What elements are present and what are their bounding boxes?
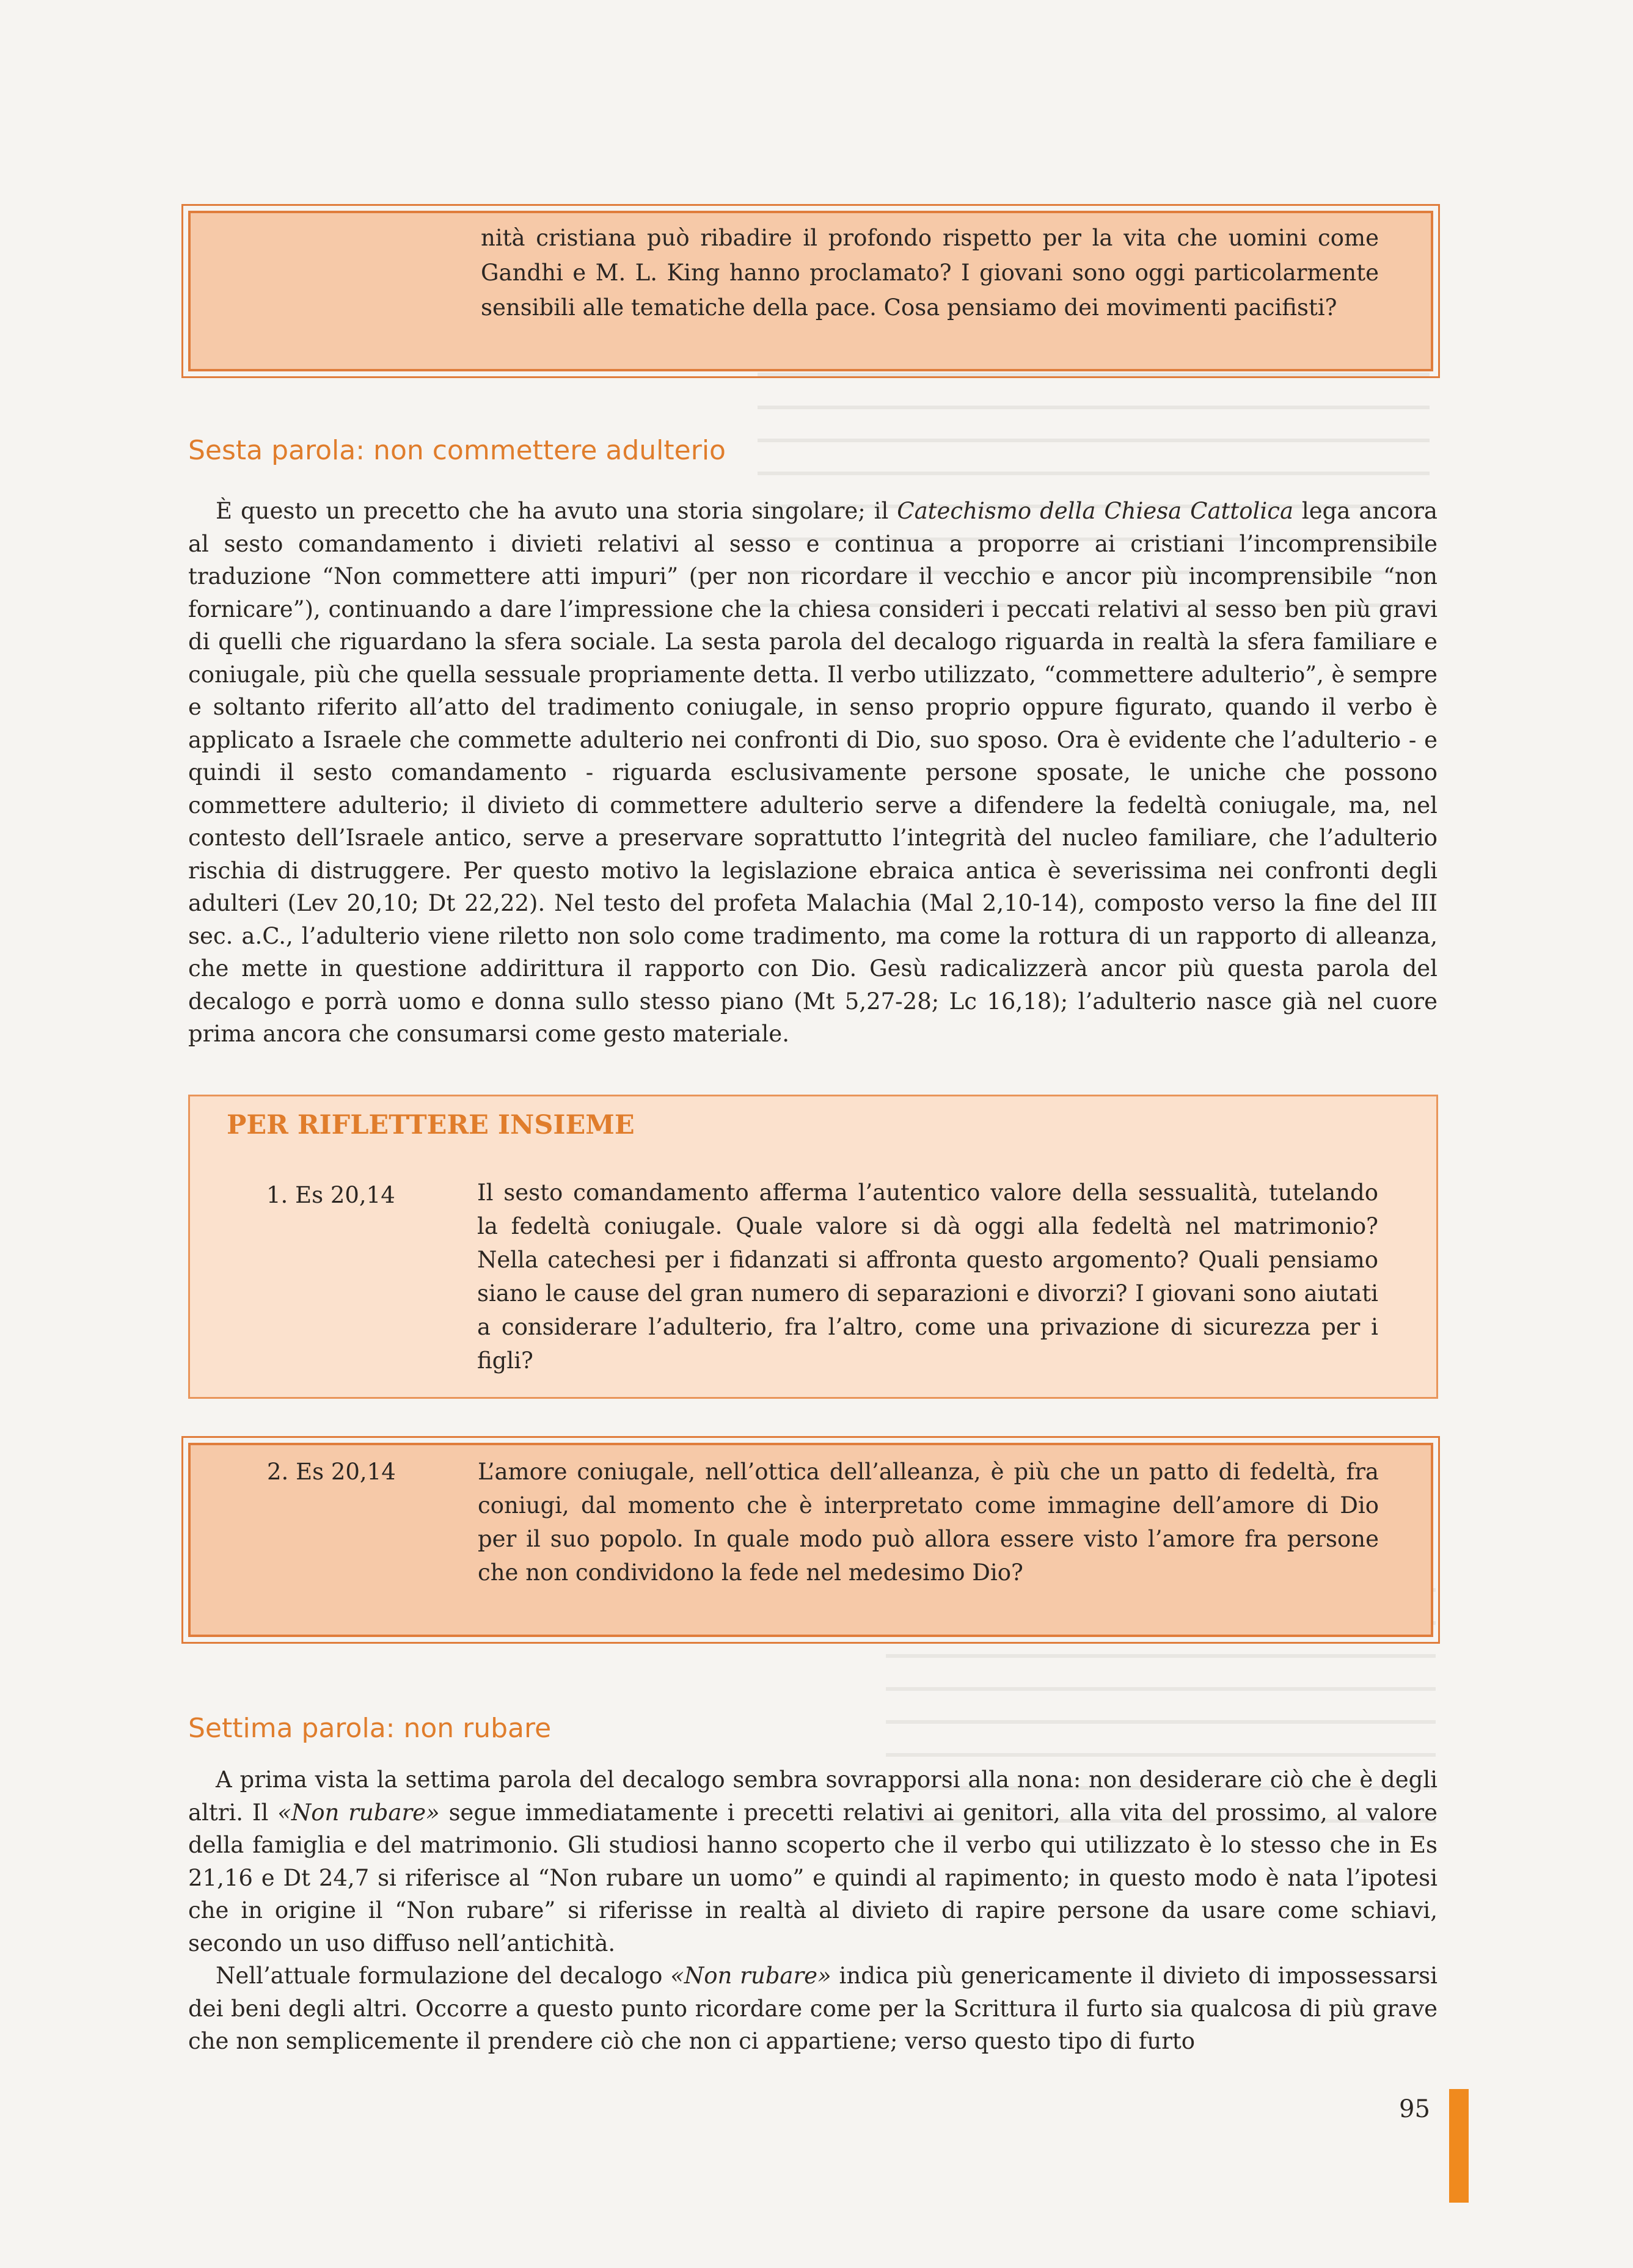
question-2-text: L’amore coniugale, nell’ottica dell’alleanza, è più che un patto di fedeltà, fra coniugi, dal momento che è interpretato come immagine dell’amore di Dio per il suo popolo. In quale modo può allora essere visto l’amore fra persone che non condividono la fede nel medesimo Dio? — [478, 1459, 1379, 1586]
question-1-ref: 1. Es 20,14 — [266, 1182, 395, 1208]
section-6-paragraph — [188, 495, 1438, 1051]
text-run: lega ancora al sesto comandamento i divieti relativi al sesso e continua a proporre ai cristiani l’incomprensibile traduzione “Non commettere atti impuri” (per non ricordare il vecchio e ancor più incomprensibile “non fornicare”), continuando a dare l’impressione che la chiesa consideri i peccati relativi al sesso ben più gravi di quelli che riguardano la sfera sociale. La sesta parola del decalogo riguarda in realtà la sfera familiare e coniugale, più che quella sessuale propriamente detta. Il verbo utilizzato, “commettere adulterio”, è sempre e soltanto riferito all’atto del tradimento coniugale, in senso proprio oppure figurato, quando il verbo è applicato a Israele che commette adulterio nei confronti di Dio, suo sposo. Ora è evidente che l’adulterio - e quindi il sesto comandamento - riguarda esclusivamente persone sposate, le uniche che possono commettere adulterio; il divieto di commettere adulterio serve a difendere la fedeltà coniugale, ma, nel contesto dell’Israele antico, serve a preservare soprattutto l’integrità del nucleo familiare, che l’adulterio rischia di distruggere. Per questo motivo la legislazione ebraica antica è severissima nei confronti degli adulteri (Lev 20,10; Dt 22,22). Nel testo del profeta Malachia (Mal 2,10-14), composto verso la fine del III sec. a.C., l’adulterio viene riletto non solo come tradimento, ma come la rottura di un rapporto di alleanza, che mette in questione addirittura il rapporto con Dio. Gesù radicalizzerà ancor più questa parola del decalogo e porrà uomo e donna sullo stesso piano (Mt 5,27-28; Lc 16,18); l’adulterio nasce già nel cuore prima ancora che consumarsi come gesto materiale. — [188, 498, 1438, 1047]
question-1-text: Il sesto comandamento afferma l’autentico valore della sessualità, tutelando la fedeltà coniugale. Quale valore si dà oggi alla fedeltà nel matrimonio? Nella catechesi per i fidanzati si affronta questo argomento? Quali pensiamo siano le cause del gran numero di separazioni e divorzi? I giovani sono aiutati a considerare l’adulterio, fra l’altro, come una privazione di sicurezza per i figli? — [477, 1180, 1378, 1374]
text-run: Nell’attuale formulazione del decalogo — [216, 1963, 671, 1989]
text-run: segue immediatamente i precetti relativi ai genitori, alla vita del prossimo, al valore della famiglia e del matrimonio. Gli studiosi hanno scoperto che il verbo qui utilizzato è lo stesso che in Es 21,16 e Dt 24,7 si riferisce al “Non rubare un uomo” e quindi al rapimento; in questo modo è nata l’ipotesi che in origine il “Non rubare” si riferisse in realtà al divieto di rapire persone da usare come schiavi, secondo un uso diffuso nell’antichità. — [188, 1799, 1438, 1956]
text-run: È questo un precetto che ha avuto una storia singolare; il — [216, 498, 897, 524]
catechism-title: Catechismo della Chiesa Cattolica — [897, 498, 1293, 524]
question-2-ref: 2. Es 20,14 — [267, 1459, 396, 1485]
section-7-paragraph-2 — [188, 1960, 1438, 2058]
quote-non-rubare: «Non rubare» — [670, 1963, 831, 1989]
section-title-sesta-parola: Sesta parola: non commettere adulterio — [188, 435, 726, 466]
question-2-box — [188, 1443, 1433, 1637]
reflect-title: PER RIFLETTERE INSIEME — [227, 1110, 635, 1140]
section-title-settima-parola: Settima parola: non rubare — [188, 1713, 552, 1744]
section-7-paragraph-1 — [188, 1763, 1438, 1960]
text-run: indica più genericamente il divieto di impossessarsi dei beni degli altri. Occorre a questo punto ricordare come per la Scrittura il furto sia qualcosa di più grave che non semplicemente il prendere ciò che non ci appartiene; verso questo tipo di furto — [188, 1963, 1438, 2054]
page-number: 95 — [1399, 2095, 1430, 2123]
quote-non-rubare: «Non rubare» — [277, 1799, 440, 1826]
top-box-text: nità cristiana può ribadire il profondo rispetto per la vita che uomini come Gandhi e M. L. King hanno proclamato? I giovani sono oggi particolarmente sensibili alle tematiche della pace. Cosa pensiamo dei movimenti pacifisti? — [481, 225, 1379, 321]
text-run: A prima vista la settima parola del decalogo sembra sovrapporsi alla nona: non desiderare ciò che è degli altri. Il — [188, 1767, 1438, 1826]
page-edge-tab — [1449, 2089, 1469, 2203]
top-question-box — [188, 211, 1433, 371]
reflect-box — [188, 1095, 1438, 1399]
